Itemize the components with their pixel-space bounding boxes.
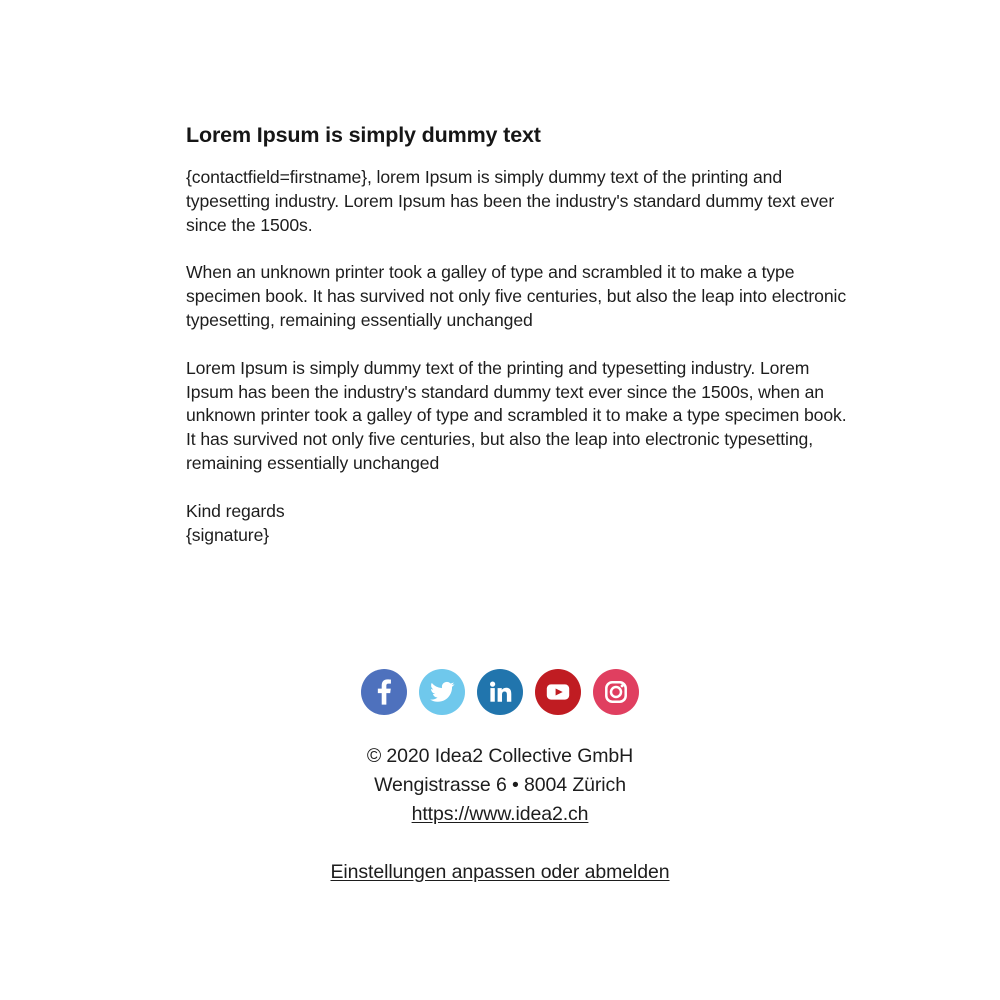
- social-link-linkedin[interactable]: [477, 669, 523, 715]
- page-title: Lorem Ipsum is simply dummy text: [186, 123, 541, 147]
- message-content: [186, 122, 856, 547]
- youtube-icon: [535, 669, 581, 715]
- footer: [0, 742, 1000, 829]
- signature-block: [186, 500, 856, 548]
- social-link-youtube[interactable]: [535, 669, 581, 715]
- footer-website-link[interactable]: https://www.idea2.ch: [411, 803, 589, 825]
- signoff-text: Kind regards: [186, 500, 285, 521]
- unsubscribe-link[interactable]: Einstellungen anpassen oder abmelden: [330, 861, 670, 883]
- footer-address: Wengistrasse 6 • 8004 Zürich: [374, 774, 626, 796]
- instagram-icon: [593, 669, 639, 715]
- body-paragraph-1: {contactfield=firstname}, lorem Ipsum is simply dummy text of the printing and typesetting industry. Lorem Ipsum has been the industry's standard dummy text ever since the 1500s.: [186, 167, 835, 235]
- social-link-instagram[interactable]: [593, 669, 639, 715]
- body-paragraph-3: Lorem Ipsum is simply dummy text of the printing and typesetting industry. Lorem Ipsum has been the industry's standard dummy text ever since the 1500s, when an unknown printer took a galley of type and scrambled it to make a type specimen book. It has survived not only five centuries, but also the leap into electronic typesetting, remaining essentially unchanged: [186, 357, 847, 473]
- twitter-icon: [419, 669, 465, 715]
- social-links: [0, 669, 1000, 715]
- social-link-twitter[interactable]: [419, 669, 465, 715]
- unsubscribe-section: [0, 858, 1000, 887]
- footer-copyright: © 2020 Idea2 Collective GmbH: [366, 745, 634, 767]
- facebook-icon: [361, 669, 407, 715]
- linkedin-icon: [477, 669, 523, 715]
- social-link-facebook[interactable]: [361, 669, 407, 715]
- signature-token: {signature}: [186, 524, 270, 545]
- body-paragraph-2: When an unknown printer took a galley of type and scrambled it to make a type specimen book. It has survived not only five centuries, but also the leap into electronic typesetting, remaining essentially unchanged: [186, 262, 847, 330]
